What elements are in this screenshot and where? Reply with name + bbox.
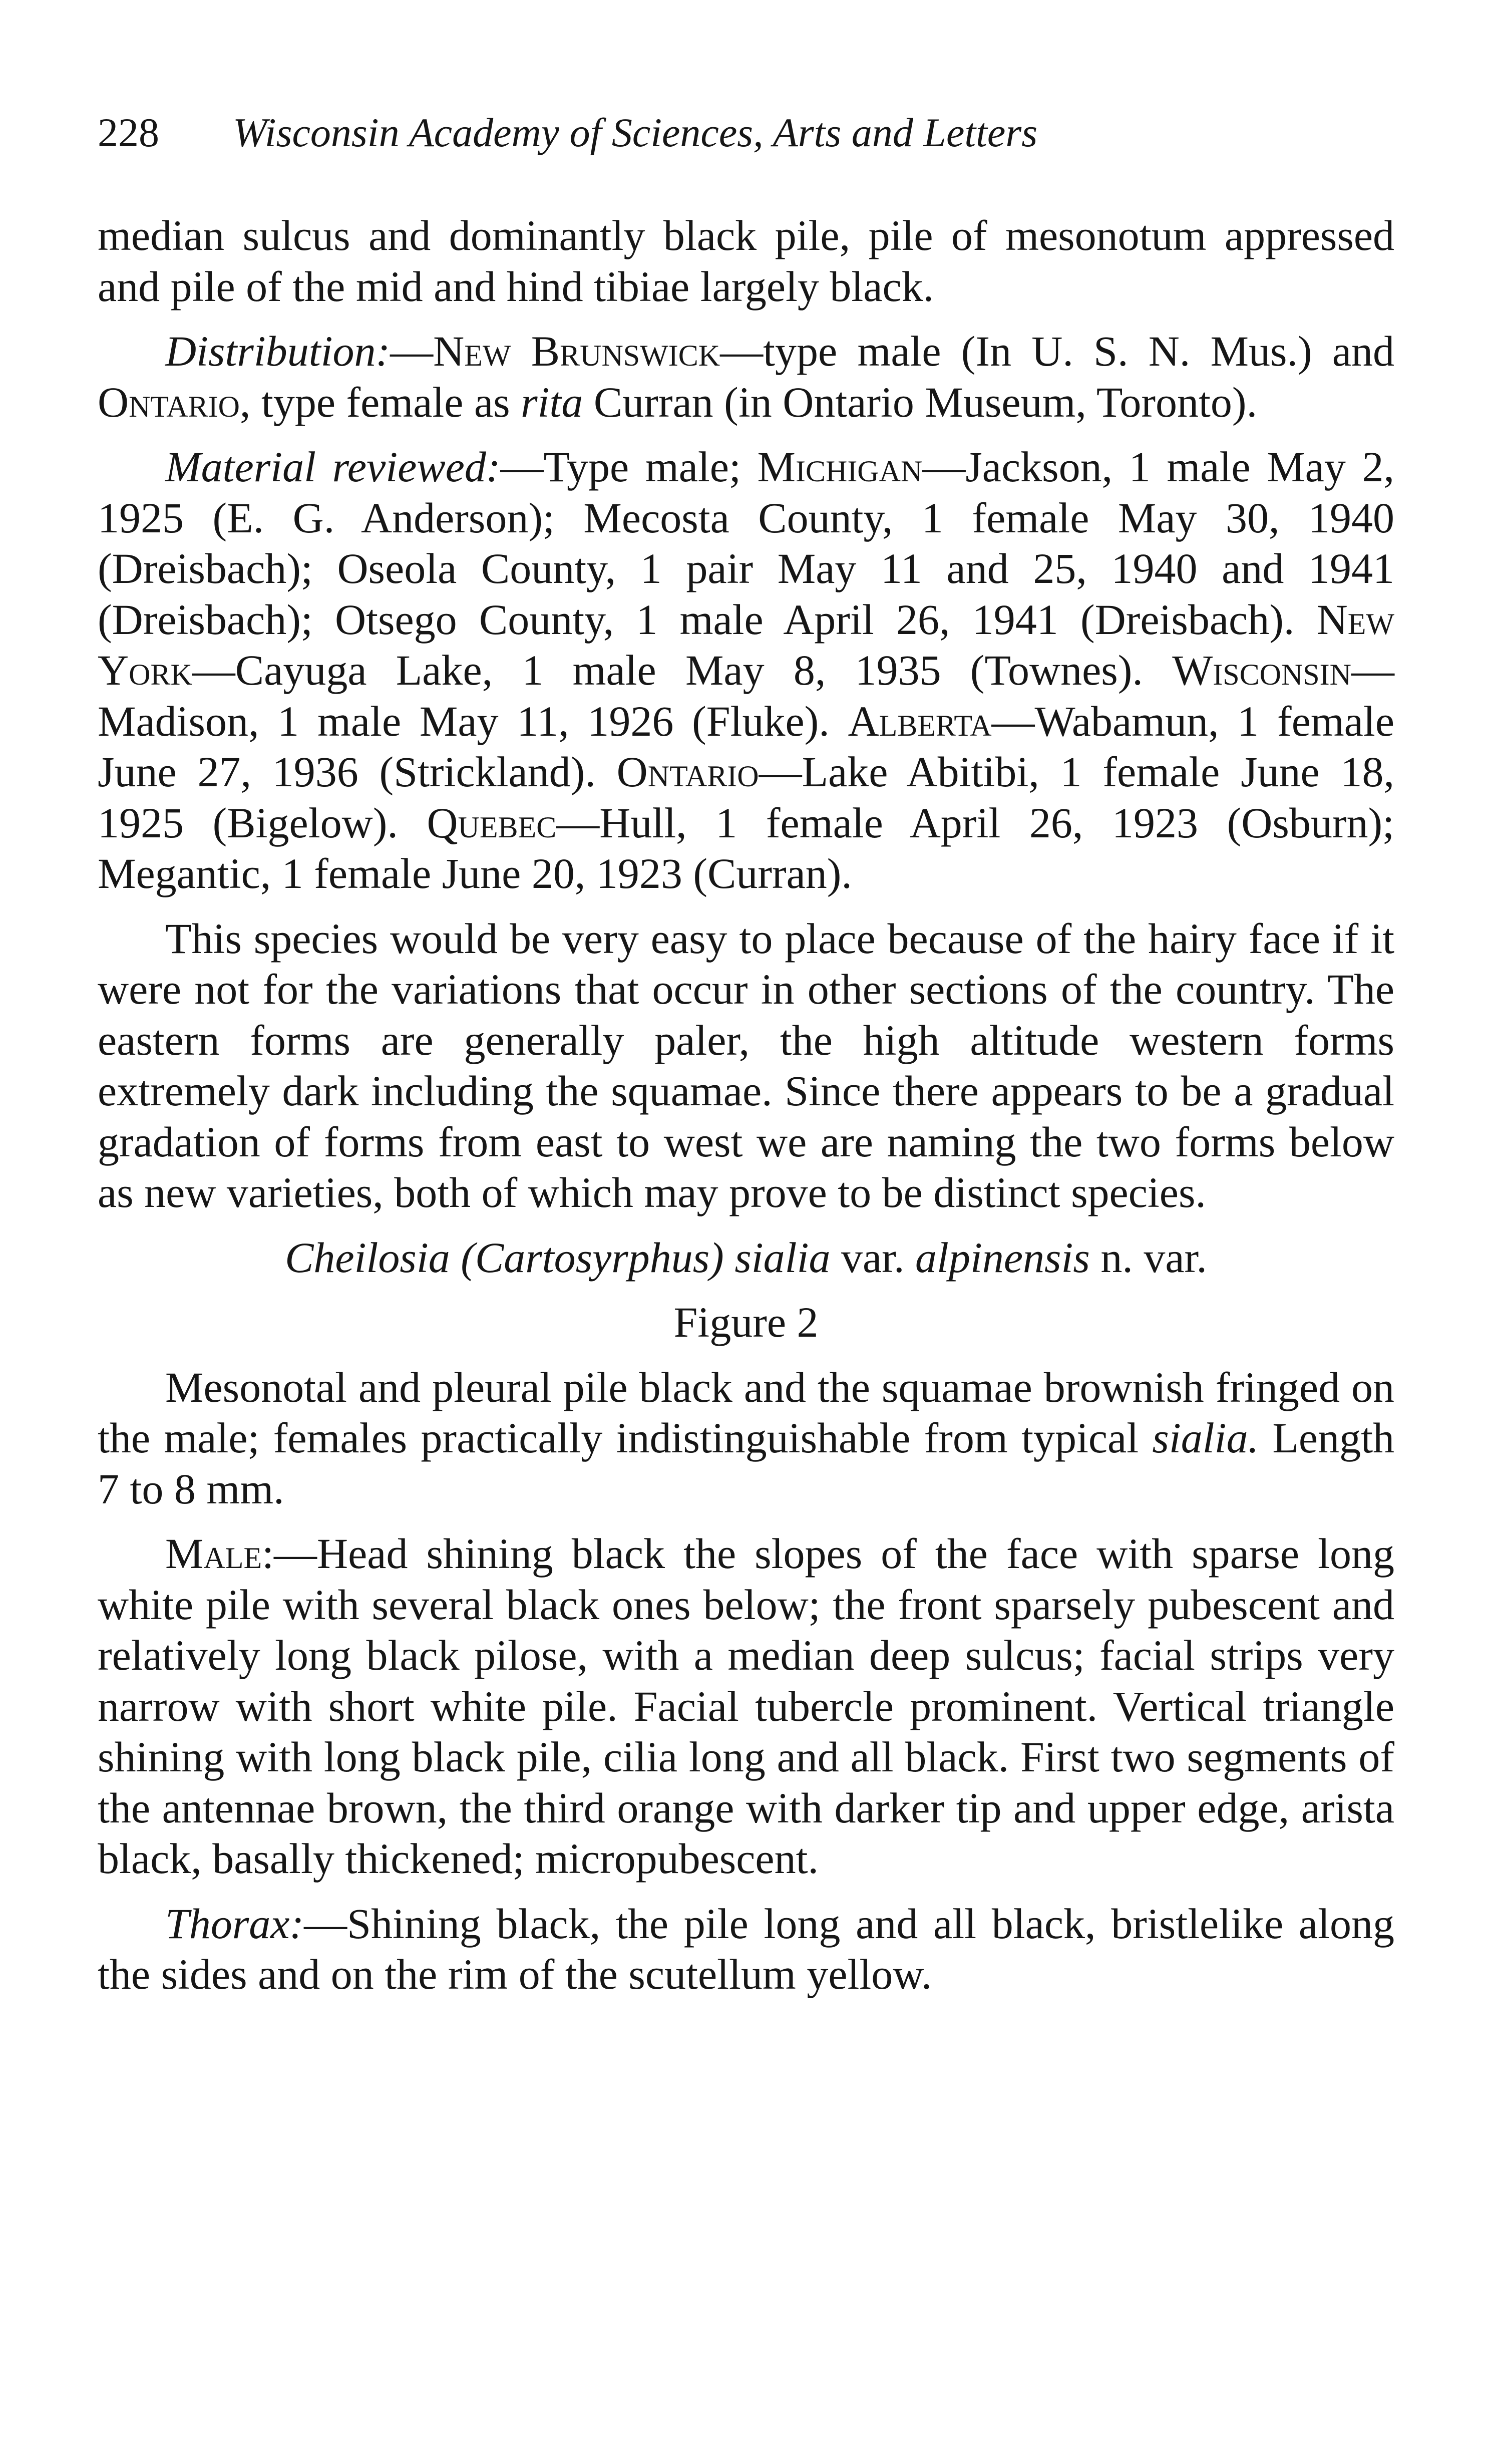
region-ontario: Ontario <box>616 748 759 796</box>
species-variety-name: alpinensis <box>915 1233 1090 1282</box>
material-reviewed-label: Material reviewed: <box>165 443 501 491</box>
paragraph-male <box>98 1528 1394 1885</box>
distribution-text-1: —type male (In U. S. N. Mus.) and <box>720 327 1394 375</box>
material-text-0: —Type male; <box>500 443 758 491</box>
material-text-3: —Madison, 1 male May 11, 1926 (Fluke). <box>98 646 1394 745</box>
distribution-text-2: , type female as <box>239 378 521 426</box>
distribution-label: Distribution: <box>165 327 391 375</box>
paragraph-material-reviewed <box>98 442 1394 899</box>
species-var-word: var. <box>830 1233 916 1282</box>
paragraph-diagnosis <box>98 1362 1394 1515</box>
running-head-title: Wisconsin Academy of Sciences, Arts and Letters <box>233 110 1038 155</box>
species-name-sialia: sialia. <box>1152 1414 1259 1462</box>
page-number: 228 <box>98 110 159 155</box>
species-binomial: Cheilosia (Cartosyrphus) sialia <box>285 1233 831 1282</box>
body-text <box>98 210 1394 2000</box>
material-text-2: —Cayuga Lake, 1 male May 8, 1935 (Townes). <box>192 646 1173 694</box>
paragraph-discussion <box>98 913 1394 1218</box>
species-suffix: n. var. <box>1089 1233 1207 1282</box>
region-ontario: Ontario <box>98 378 240 426</box>
region-wisconsin: Wisconsin <box>1172 646 1351 694</box>
diagnosis-text-1: Mesonotal and pleural pile black and the squamae brownish fringed on the male; females practically indistinguishable from typical <box>98 1363 1394 1462</box>
material-text-1: —Jackson, 1 male May 2, 1925 (E. G. Anderson); Mecosta County, 1 female May 30, 1940 (Dreisbach); Oseola County, 1 pair May 11 and 25, 1940 and 1941 (Dreisbach); Otsego County, 1 male April 26, 1941 (Dreisbach). <box>98 443 1395 644</box>
material-text-6: —Hull, 1 female April 26, 1923 (Osburn); Megantic, 1 female June 20, 1923 (Curran). <box>98 798 1394 897</box>
running-header <box>98 108 1379 158</box>
male-text: :—Head shining black the slopes of the face with sparse long white pile with several black ones below; the front sparsely pubescent and relatively long black pilose, with a median deep sulcus; facial strips very narrow with short white pile. Facial tubercle prominent. Vertical triangle shining with long black pile, cilia long and all black. First two segments of the antennae brown, the third orange with darker tip and upper edge, arista black, basally thickened; micropubescent. <box>98 1529 1394 1883</box>
paragraph-text: median sulcus and dominantly black pile, pile of mesonotum appressed and pile of the mid and hind tibiae largely black. <box>98 211 1394 311</box>
species-name-rita: rita <box>521 378 583 426</box>
thorax-text: —Shining black, the pile long and all black, bristlelike along the sides and on the rim of the scutellum yellow. <box>98 1899 1394 1998</box>
region-quebec: Quebec <box>427 798 557 847</box>
diagnosis-text-2: Length 7 to 8 mm. <box>98 1414 1394 1513</box>
material-text-4: —Wabamun, 1 female June 27, 1936 (Strickland). <box>98 697 1394 796</box>
region-alberta: Alberta <box>848 697 992 745</box>
paragraph-text: This species would be very easy to place because of the hairy face if it were not for the variations that occur in other sections of the country. The eastern forms are generally paler, the high altitude western forms extremely dark including the squamae. Since there appears to be a gradual gradation of forms from east to west we are naming the two forms below as new varieties, both of which may prove to be distinct species. <box>98 914 1394 1216</box>
paragraph-thorax <box>98 1899 1394 2000</box>
species-heading <box>98 1233 1394 1284</box>
distribution-text-3: Curran (in Ontario Museum, Toronto). <box>583 378 1258 426</box>
region-michigan: Michigan <box>757 443 923 491</box>
male-label: Male <box>165 1529 262 1578</box>
thorax-label: Thorax: <box>165 1899 304 1948</box>
paragraph-continuation <box>98 210 1394 312</box>
paragraph-distribution <box>98 326 1394 428</box>
material-text-5: —Lake Abitibi, 1 female June 18, 1925 (Bigelow). <box>98 748 1395 847</box>
figure-label: Figure 2 <box>673 1298 819 1346</box>
distribution-dash: — <box>390 327 434 375</box>
region-new-york: New York <box>98 595 1394 694</box>
region-new-brunswick: New Brunswick <box>433 327 720 375</box>
